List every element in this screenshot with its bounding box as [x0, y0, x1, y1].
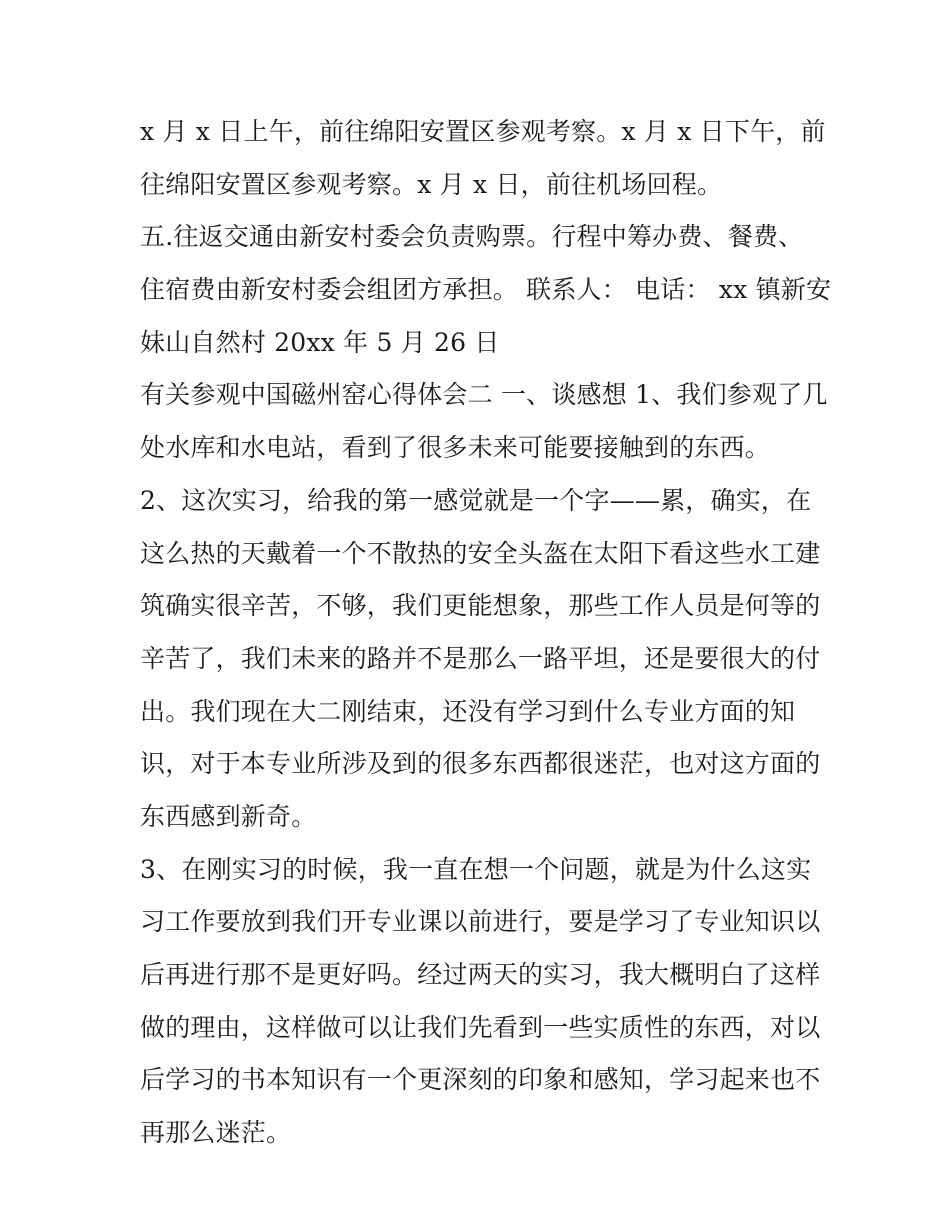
- text-line: 处水库和水电站，看到了很多未来可能要接触到的东西。: [140, 433, 771, 463]
- text-line: 有关参观中国磁州窑心得体会二 一、谈感想 1、我们参观了几: [140, 380, 828, 410]
- text-line: 识，对于本专业所涉及到的很多东西都很迷茫，也对这方面的: [140, 749, 821, 779]
- text-line: 往绵阳安置区参观考察。x 月 x 日，前往机场回程。: [140, 169, 723, 199]
- text-line: 出。我们现在大二刚结束，还没有学习到什么专业方面的知: [140, 696, 796, 726]
- text-line: 后学习的书本知识有一个更深刻的印象和感知，学习起来也不: [140, 1065, 821, 1095]
- text-line: 习工作要放到我们开专业课以前进行，要是学习了专业知识以: [140, 907, 821, 937]
- text-line: 东西感到新奇。: [140, 801, 317, 831]
- text-line: x 月 x 日上午，前往绵阳安置区参观考察。x 月 x 日下午，前: [140, 117, 826, 146]
- text-line: 住宿费由新安村委会组团方承担。 联系人： 电话： xx 镇新安: [140, 275, 832, 305]
- text-line: 辛苦了，我们未来的路并不是那么一路平坦，还是要很大的付: [140, 643, 821, 673]
- text-line: 妹山自然村 20xx 年 5 月 26 日: [140, 327, 500, 357]
- text-line: 3、在刚实习的时候，我一直在想一个问题，就是为什么这实: [140, 854, 812, 884]
- text-line: 做的理由，这样做可以让我们先看到一些实质性的东西，对以: [140, 1012, 821, 1042]
- text-line: 这么热的天戴着一个不散热的安全头盔在太阳下看这些水工建: [140, 538, 821, 568]
- text-line: 2、这次实习，给我的第一感觉就是一个字——累，确实，在: [140, 485, 812, 515]
- text-line: 后再进行那不是更好吗。经过两天的实习，我大概明白了这样: [140, 960, 821, 989]
- text-line: 筑确实很辛苦，不够，我们更能想象，那些工作人员是何等的: [140, 591, 821, 621]
- document-body: [140, 106, 832, 1160]
- text-line: 再那么迷茫。: [140, 1118, 292, 1148]
- text-line: 五.往返交通由新安村委会负责购票。行程中筹办费、餐费、: [140, 222, 804, 252]
